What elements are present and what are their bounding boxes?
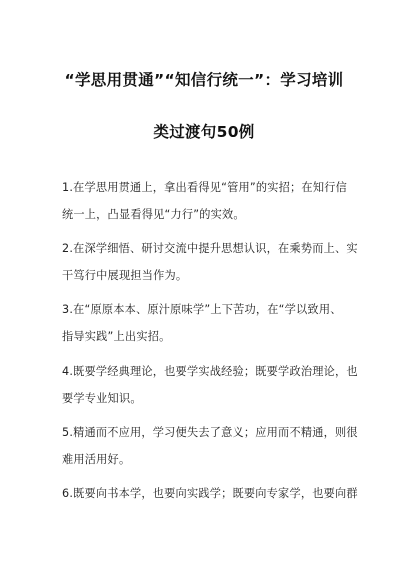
- list-item-line: 1.在学思用贯通上，拿出看得见“管用”的实招；在知行信: [62, 181, 347, 194]
- list-item-line: 干笃行中展现担当作为。: [62, 269, 188, 282]
- list-item: [62, 174, 358, 228]
- list-item-line: 指导实践”上出实招。: [62, 330, 171, 343]
- document-title-line-2: 类过渡句50例: [153, 123, 255, 141]
- list-item: [62, 419, 358, 473]
- list-item-line: 统一上，凸显看得见“力行”的实效。: [62, 208, 245, 221]
- list-item: [62, 235, 358, 289]
- list-item-line: 3.在“原原本本、原汁原味学”上下苦功，在“学以致用、: [62, 303, 342, 316]
- list-item: [62, 296, 358, 350]
- list-item-line: 难用活用好。: [62, 453, 131, 466]
- list-item-line: 2.在深学细悟、研讨交流中提升思想认识，在乘势而上、实: [62, 242, 358, 255]
- list-item: [62, 358, 358, 412]
- list-item-line: 4.既要学经典理论，也要学实战经验；既要学政治理论，也: [62, 365, 358, 378]
- list-item-line: 要学专业知识。: [62, 392, 142, 405]
- list-item: [62, 480, 358, 507]
- list-item-line: 6.既要向书本学，也要向实践学；既要向专家学，也要向群: [62, 487, 358, 500]
- list-item-line: 5.精通而不应用，学习便失去了意义；应用而不精通，则很: [62, 426, 358, 439]
- document-title-line-1: “学思用贯通”“知信行统一”：学习培训: [64, 71, 344, 89]
